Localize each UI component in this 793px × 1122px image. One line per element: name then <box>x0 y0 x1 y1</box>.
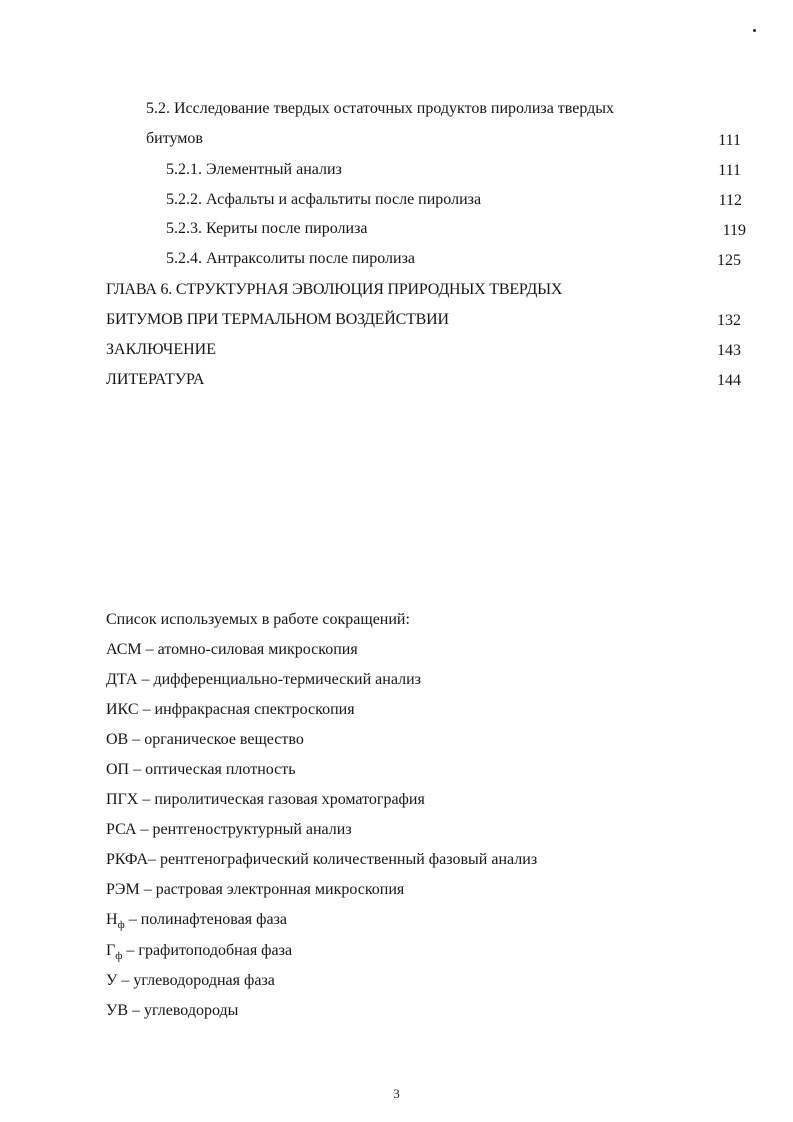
toc-entry-literature-title: ЛИТЕРАТУРА <box>106 371 205 388</box>
abbreviation-item: РСА – рентгеноструктурный анализ <box>106 821 352 838</box>
toc-entry-5-2-4-page: 125 <box>717 252 741 269</box>
abbreviation-item-hydrocarbon-phase: У – углеводородная фаза <box>106 972 275 989</box>
abbreviation-item: АСМ – атомно-силовая микроскопия <box>106 641 358 658</box>
toc-entry-5-2-title-line1: 5.2. Исследование твердых остаточных продуктов пиролиза твердых <box>146 100 615 117</box>
abbreviation-item: РКФА– рентгенографический количественный фазовый анализ <box>106 851 538 868</box>
toc-entry-5-2-1-page: 111 <box>718 162 741 179</box>
abbreviation-item: ПГХ – пиролитическая газовая хроматография <box>106 791 425 808</box>
toc-entry-chapter-6-line2: БИТУМОВ ПРИ ТЕРМАЛЬНОМ ВОЗДЕЙСТВИИ <box>106 311 449 328</box>
toc-entry-5-2-3-page: 119 <box>722 222 746 239</box>
toc-entry-chapter-6-page: 132 <box>717 312 741 329</box>
abbreviation-item: ИКС – инфракрасная спектроскопия <box>106 701 355 718</box>
toc-entry-chapter-6-line1: ГЛАВА 6. СТРУКТУРНАЯ ЭВОЛЮЦИЯ ПРИРОДНЫХ ТВЕРДЫХ <box>106 281 563 298</box>
scan-speck <box>753 29 756 32</box>
toc-entry-5-2-2-page: 112 <box>718 192 742 209</box>
abbreviation-item-polynaphthene-phase <box>106 910 287 931</box>
abbreviation-item: ДТА – дифференциально-термический анализ <box>106 671 421 688</box>
toc-entry-5-2-title-line2: битумов <box>146 130 203 147</box>
abbreviation-item: РЭМ – растровая электронная микроскопия <box>106 881 405 898</box>
page-number: 3 <box>393 1086 400 1101</box>
abbreviation-definition: – полинафтеновая фаза <box>124 911 287 928</box>
toc-entry-literature-page: 144 <box>717 372 741 389</box>
toc-entry-5-2-page: 111 <box>718 132 741 149</box>
toc-entry-5-2-4-title: 5.2.4. Антраксолиты после пиролиза <box>166 250 415 267</box>
abbreviation-item-hydrocarbons: УВ – углеводороды <box>106 1002 239 1019</box>
abbreviation-symbol: Г <box>106 942 116 959</box>
toc-entry-5-2-1-title: 5.2.1. Элементный анализ <box>166 161 342 178</box>
abbreviation-symbol-subscript: ф <box>117 919 125 931</box>
abbreviation-item-graphite-like-phase <box>106 941 292 962</box>
abbreviation-symbol-subscript: ф <box>115 950 123 962</box>
abbreviation-definition: – графитоподобная фаза <box>122 942 293 959</box>
toc-entry-conclusion-title: ЗАКЛЮЧЕНИЕ <box>106 341 216 358</box>
abbreviation-symbol: Н <box>106 911 118 928</box>
abbreviation-item: ОП – оптическая плотность <box>106 761 296 778</box>
abbreviation-item: ОВ – органическое вещество <box>106 731 304 748</box>
toc-entry-conclusion-page: 143 <box>717 342 741 359</box>
abbreviations-heading: Список используемых в работе сокращений: <box>106 611 410 628</box>
toc-entry-5-2-2-title: 5.2.2. Асфальты и асфальтиты после пиролиза <box>166 191 482 208</box>
toc-entry-5-2-3-title: 5.2.3. Кериты после пиролиза <box>166 220 368 237</box>
